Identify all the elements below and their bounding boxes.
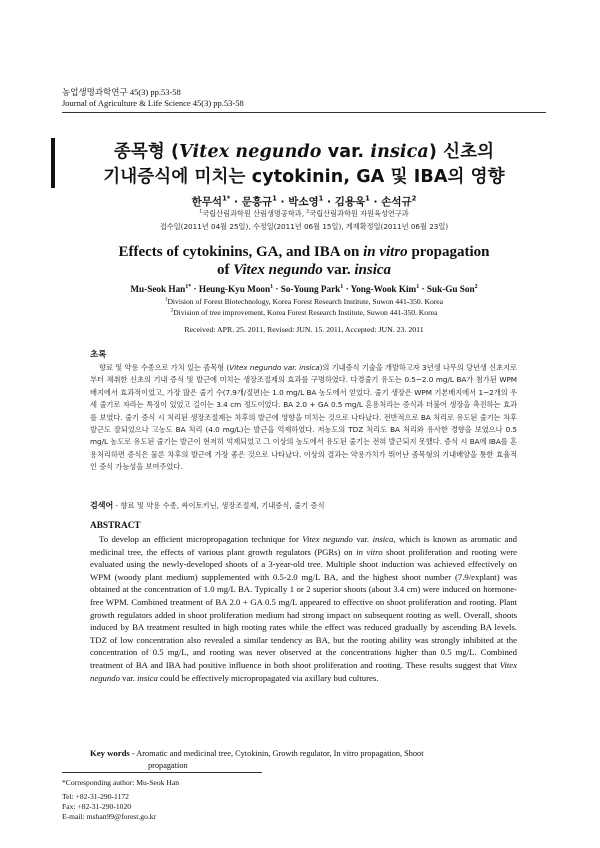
fax: Fax: +82-31-290-1020	[62, 802, 132, 811]
keywords-ko: 검색어 - 향료 및 약용 수종, 싸이토키닌, 생장조절제, 기내증식, 줄기 증식	[90, 501, 325, 510]
authors-en: Mu-Seok Han$^{1*}$ · Heung-Kyu Moon$^1$ · So-Young Park$^1$ · Yong-Wook Kim$^1$ · Suk-Gu Son$^2$	[130, 283, 478, 294]
affiliation-en-1: $^1$Division of Forest Biotechnology, Korea Forest Research Institute, Suwon 441-350. Korea	[164, 297, 444, 306]
keywords-en-line2: propagation	[148, 761, 188, 770]
title-ko-line2: 기내증식에 미치는 cytokinin, GA 및 IBA의 영향	[103, 167, 505, 187]
title-ko-line1: 종목형 (Vitex negundo var. insica) 신초의	[113, 142, 495, 162]
keywords-en	[90, 747, 424, 772]
title-en-line1: Effects of cytokinins, GA, and IBA on in vitro propagation	[118, 244, 490, 260]
dates-en: Received: APR. 25. 2011, Revised: JUN. 15. 2011, Accepted: JUN. 23. 2011	[184, 325, 424, 334]
corresponding-author: *Corresponding author: Mu-Seok Han	[62, 778, 180, 787]
abstract-ko-body: 향료 및 약용 수종으로 가치 있는 좀목형 (Vitex negundo var. insica)의 기내증식 기술을 개발하고자 3년생 나무의 당년생 신초지로부터 채취한 신초의 기내 증식 및 발근에 미치는 생장조절제의 효과를 구명하였다. 다경줄기 유도는 0.5~2.0 mg/L BA가 첨가된 WPM 배지에서 효과적이었고, 가장 많은 줄기 수(7.9개/절편)는 1.0 mg/L BA 농도에서 얻었다. 줄기 생장은 WPM 기본배지에서 1~2개의 우세 줄기로 자라는 특징이 있었고 길이는 3.4 cm 정도이었다. BA 2.0 + GA 0.5 mg/L 혼용처리는 증식과 더불어 생장을 촉진하는 효과를 보였다. 줄기 증식 시 처리된 생장조절제는 차후의 발근에 영향을 미치는 것으로 나타났다. 전반적으로 BA 처리로 유도된 줄기는 차후 발근도 잘되었으나 고농도 BA 처리 (4.0 mg/L)는 발근을 억제하였다. 저농도의 TDZ 처리도 BA 처리와 유사한 경향을 보였으나 0.5 mg/L 농도로 유도된 줄기는 발근이 현저히 억제되었고 그 이상의 농도에서 유도된 줄기는 전혀 발근되지 못했다. 증식 시 BA에 IBA를 혼용처리하면 증식은 물론 차후의 발근에 가장 좋은 것으로 나타났다. 이상의 결과는 약용가치가 뛰어난 좀목형의 기내배양을 통한 효율적인 증식 가능성을 보여주었다.	[90, 363, 517, 472]
footnote-rule	[62, 772, 262, 773]
keywords-en-line1: Key words - Aromatic and medicinal tree, Cytokinin, Growth regulator, In vitro propagation, Shoot	[90, 748, 424, 758]
journal-citation-en: Journal of Agriculture & Life Science 45(3) pp.53-58	[62, 98, 244, 108]
email: E-mail: mshan99@forest.go.kr	[62, 812, 157, 821]
tel: Tel: +82-31-290-1172	[62, 792, 129, 801]
affiliation-en-2: $^2$Division of tree improvement, Korea Forest Research Institute, Suwon 441-350. Korea	[170, 308, 438, 317]
abstract-en-heading: ABSTRACT	[90, 521, 141, 531]
abstract-en-body: To develop an efficient micropropagation technique for Vitex negundo var. insica, which is known as aromatic and medicinal tree, the effects of various plant growth regulators (PGRs) on in vitro shoot proliferation and rooting were evaluated using the newly-developed shoots of a 3-year-old tree. Multiple shoot induction was achieved effectively on WPM (woody plant medium) supplemented with 0.5-2.0 mg/L BA, and the highest shoot number (7.9/explant) was obtained at the concentration of 1.0 mg/L BA. Typically 1 or 2 superior shoots (about 3.4 cm) were induced on hormone-free WPM. Combined treatment of BA 2.0 + GA 0.5 mg/L appeared to effective on shoot proliferation and rooting. Plant growth regulators added in shoot proliferation medium had strong impact on subsequent rooting as well. Overall, shoots induced by BA treatment resulted in high rooting rates while the effect was reduced gradually by ascending BA levels. TDZ of low concentration also revealed a similar tendency as BA, but the rooting ability was strongly inhibited at the concentration of 0.5 mg/L, and rooting was never observed at the concentrations higher than 0.5 mg/L. Combined treatment of BA and IBA had positive influence in both shoot proliferation and rooting. These results suggest that Vitex negundo var. insica could be effectively micropropagated via axillary bud cultures.	[90, 534, 518, 683]
affiliations-ko: $^1$국립산림과학원 산림생명공학과, $^2$국립산림과학원 자원육성연구과	[199, 209, 409, 218]
dates-ko: 접수일(2011년 04월 25일), 수정일(2011년 06월 15일), 게재확정일(2011년 06월 23일)	[159, 222, 449, 231]
authors-ko: 한무석$^{1*}$ · 문흥규$^1$ · 박소영$^1$ · 김용욱$^1$ · 손석규$^2$	[191, 194, 417, 208]
title-accent-bar	[51, 138, 55, 188]
abstract-ko-heading: 초록	[90, 350, 107, 360]
title-en-line2: of Vitex negundo var. insica	[216, 262, 392, 278]
journal-citation-ko: 농업생명과학연구 45(3) pp.53-58	[62, 87, 181, 97]
header-rule	[62, 112, 546, 113]
